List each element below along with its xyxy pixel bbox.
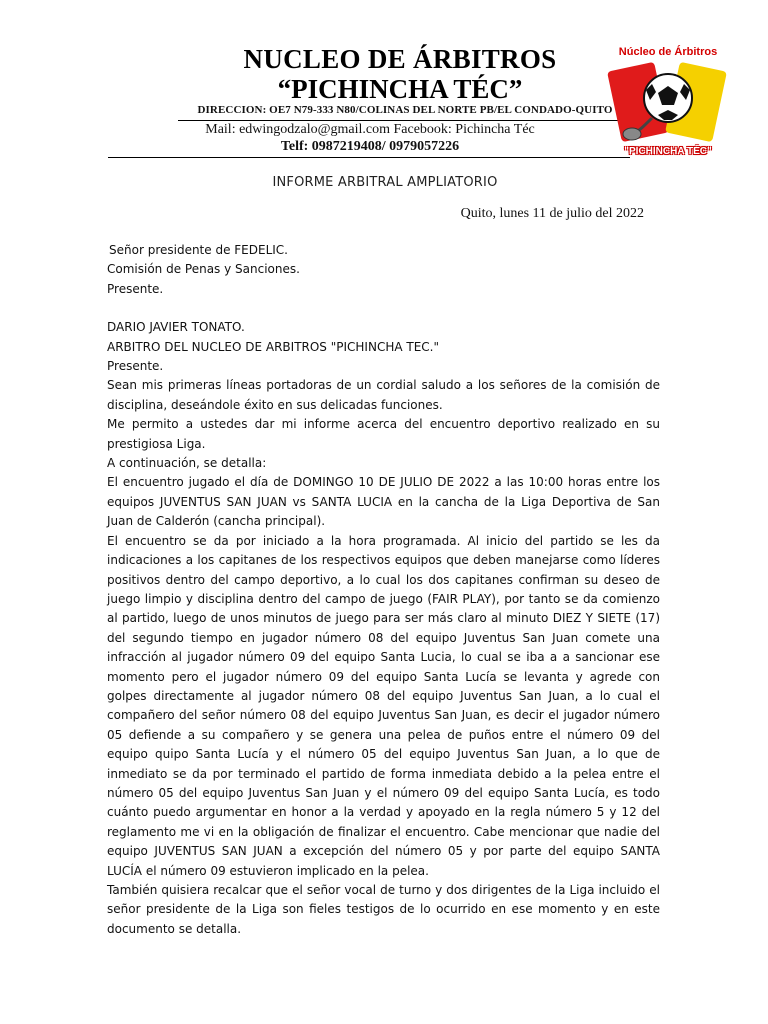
body-paragraph: El encuentro se da por iniciado a la hora programada. Al inicio del partido se les da indicaciones a los capitanes de los respectivos equipos que deben manejarse como líderes positivos dentro del campo deportivo, a lo cual los dos capitanes confirman su deseo de juego limpio y disciplina dentro del campo de juego (FAIR PLAY), por tanto se da comienzo al partido, luego de unos minutos de juego para ser más claro al minuto DIEZ Y SIETE (17) del segundo tiempo en jugador número 08 del equipo Juventus San Juan comete una infracción al jugador número 09 del equipo Santa Lucia, lo cual se iba a a sancionar ese momento pero el jugador número 09 del equipo Santa Lucía se levanta y agrede con golpes directamente al jugador número 08 del equipo Juventus San Juan, a lo cual el compañero del señor número 08 del equipo Juventus San Juan, es decir el jugador número 05 defiende a su compañero y se genera una pelea de puños entre el número 09 del equipo quipo Santa Lucía y el número 05 del equipo Juventus San Juan, a lo que de inmediato se da por terminado el partido de forma inmediata debido a la pelea entre el número 05 del equipo Juventus San Juan y el número 09 del equipo Santa Lucía, es todo cuánto puedo argumentar en honor a la verdad y apoyado en la regla número 5 y 12 del reglamento me vi en la obligación de finalizar el encuentro. Cabe mencionar que nadie del equipo JUVENTUS SAN JUAN a excepción del número 05 y por parte del equipo SANTA LUCÍA el número 09 estuvieron implicado en la pelea.: [107, 533, 660, 878]
logo-bottom-text: "PICHINCHA TÉC": [624, 146, 712, 157]
sender-line: Presente.: [107, 359, 164, 374]
referee-logo: [598, 46, 738, 162]
body-paragraph: A continuación, se detalla:: [107, 456, 267, 471]
letterhead-subtitle: “PICHINCHA TÉC”: [277, 74, 523, 104]
recipient-line: Presente.: [107, 281, 164, 296]
body-paragraph: También quisiera recalcar que el señor vocal de turno y dos dirigentes de la Liga incluido el señor presidente de la Liga son fieles testigos de lo ocurrido en ese momento y en este documento se detalla.: [107, 883, 660, 936]
body-paragraph: Sean mis primeras líneas portadoras de un cordial saludo a los señores de la comisión de disciplina, deseándole éxito en sus delicadas funciones.: [107, 378, 660, 412]
letterhead-phone: Telf: 0987219408/ 0979057226: [280, 139, 460, 154]
report-date: Quito, lunes 11 de julio del 2022: [460, 206, 644, 221]
body-paragraph: El encuentro jugado el día de DOMINGO 10 DE JULIO DE 2022 a las 10:00 horas entre los equipos JUVENTUS SAN JUAN vs SANTA LUCIA en la cancha de la Liga Deportiva de San Juan de Calderón (cancha principal).: [107, 475, 660, 529]
logo-top-text: Núcleo de Árbitros: [618, 46, 718, 58]
letterhead-divider: [178, 120, 630, 121]
sender-line: ARBITRO DEL NUCLEO DE ARBITROS "PICHINCHA TEC.": [107, 339, 439, 354]
sender-line: DARIO JAVIER TONATO.: [107, 320, 245, 335]
body-paragraph: Me permito a ustedes dar mi informe acerca del encuentro deportivo realizado en su prestigiosa Liga.: [107, 417, 660, 451]
soccer-ball-icon: [606, 60, 730, 150]
report-title: INFORME ARBITRAL AMPLIATORIO: [272, 175, 498, 190]
letterhead-divider-bottom: [108, 157, 630, 158]
letterhead-contact: Mail: edwingodzalo@gmail.com Facebook: Pichincha Téc: [205, 122, 535, 137]
letterhead-address: DIRECCION: OE7 N79-333 N80/COLINAS DEL NORTE PB/EL CONDADO-QUITO: [197, 104, 613, 116]
report-body: [107, 241, 660, 939]
letterhead-title: NUCLEO DE ÁRBITROS: [243, 44, 557, 74]
recipient-line: Comisión de Penas y Sanciones.: [107, 262, 300, 277]
recipient-line: Señor presidente de FEDELIC.: [109, 243, 288, 257]
